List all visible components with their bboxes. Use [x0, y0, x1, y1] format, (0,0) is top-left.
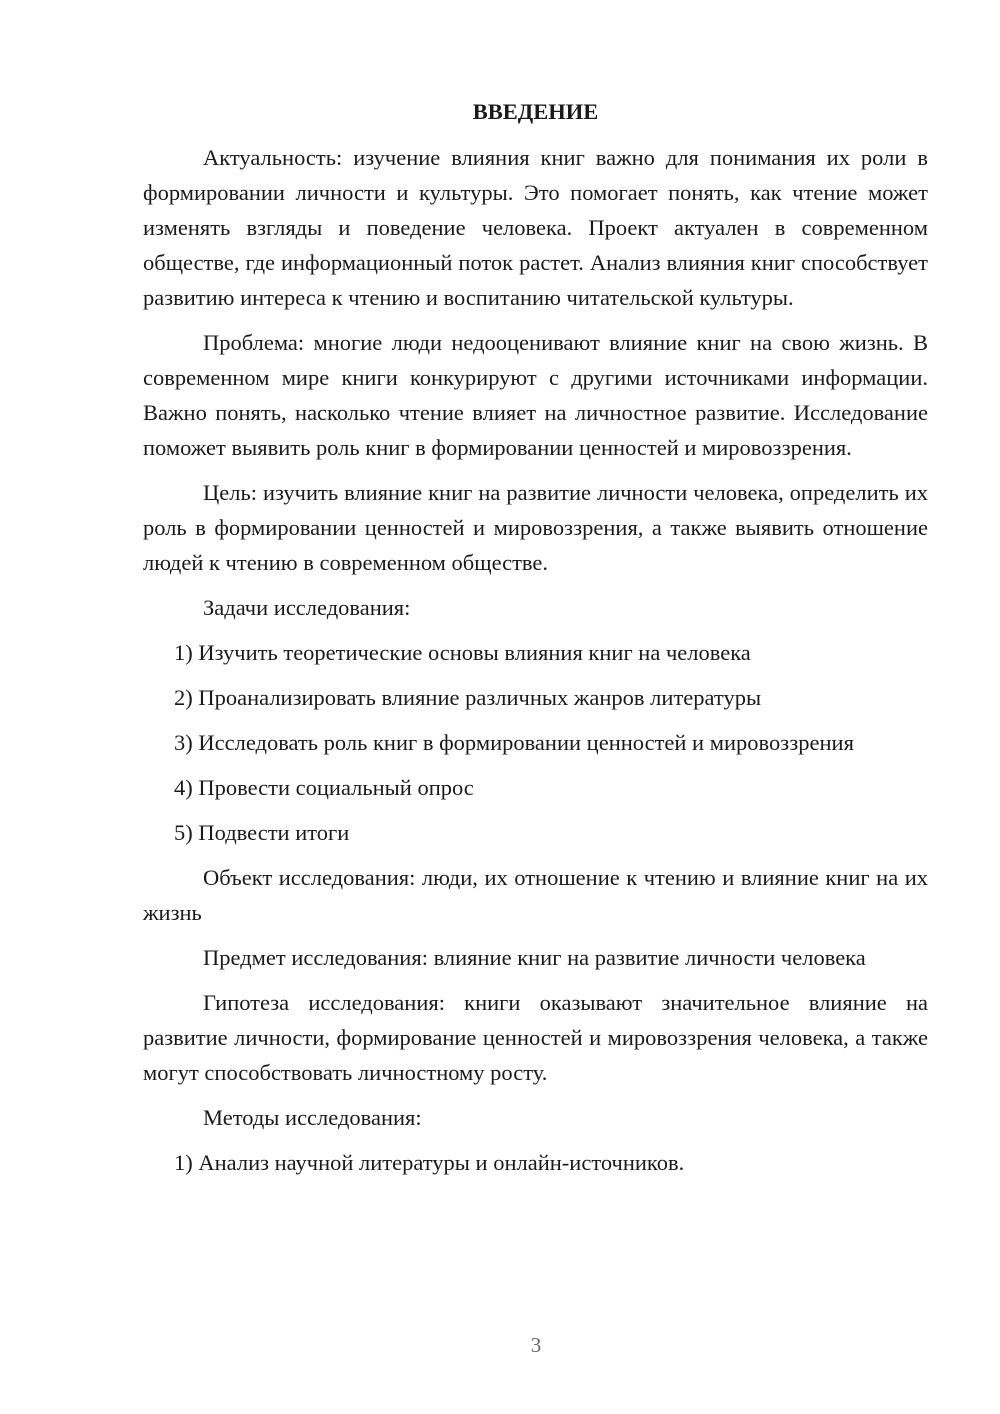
- document-body: [143, 94, 928, 1190]
- paragraph-problem: Проблема: многие люди недооценивают влияние книг на свою жизнь. В современном мире книги конкурируют с другими источниками информации. Важно понять, насколько чтение влияет на личностное развитие. Исследование поможет выявить роль книг в формировании ценностей и мировоззрения.: [143, 330, 928, 460]
- tasks-heading: Задачи исследования:: [203, 595, 411, 620]
- paragraph-object: Объект исследования: люди, их отношение к чтению и влияние книг на их жизнь: [143, 865, 928, 925]
- section-title: ВВЕДЕНИЕ: [472, 99, 599, 124]
- page-number: 3: [530, 1333, 542, 1357]
- task-item-1: 1) Изучить теоретические основы влияния книг на человека: [174, 640, 751, 665]
- task-item-5: 5) Подвести итоги: [174, 820, 350, 845]
- paragraph-hypothesis: Гипотеза исследования: книги оказывают значительное влияние на развитие личности, формирование ценностей и мировоззрения человека, а также могут способствовать личностному росту.: [143, 990, 928, 1085]
- method-item-1: 1) Анализ научной литературы и онлайн-источников.: [174, 1150, 685, 1175]
- paragraph-relevance: Актуальность: изучение влияния книг важно для понимания их роли в формировании личности и культуры. Это помогает понять, как чтение может изменять взгляды и поведение человека. Проект актуален в современном обществе, где информационный поток растет. Анализ влияния книг способствует развитию интереса к чтению и воспитанию читательской культуры.: [143, 145, 928, 310]
- task-item-2: 2) Проанализировать влияние различных жанров литературы: [174, 685, 762, 710]
- task-item-4: 4) Провести социальный опрос: [174, 775, 474, 800]
- methods-heading: Методы исследования:: [203, 1105, 422, 1130]
- paragraph-goal: Цель: изучить влияние книг на развитие личности человека, определить их роль в формировании ценностей и мировоззрения, а также выявить отношение людей к чтению в современном обществе.: [143, 480, 928, 575]
- task-item-3: 3) Исследовать роль книг в формировании ценностей и мировоззрения: [174, 730, 854, 755]
- paragraph-subject: Предмет исследования: влияние книг на развитие личности человека: [203, 945, 866, 970]
